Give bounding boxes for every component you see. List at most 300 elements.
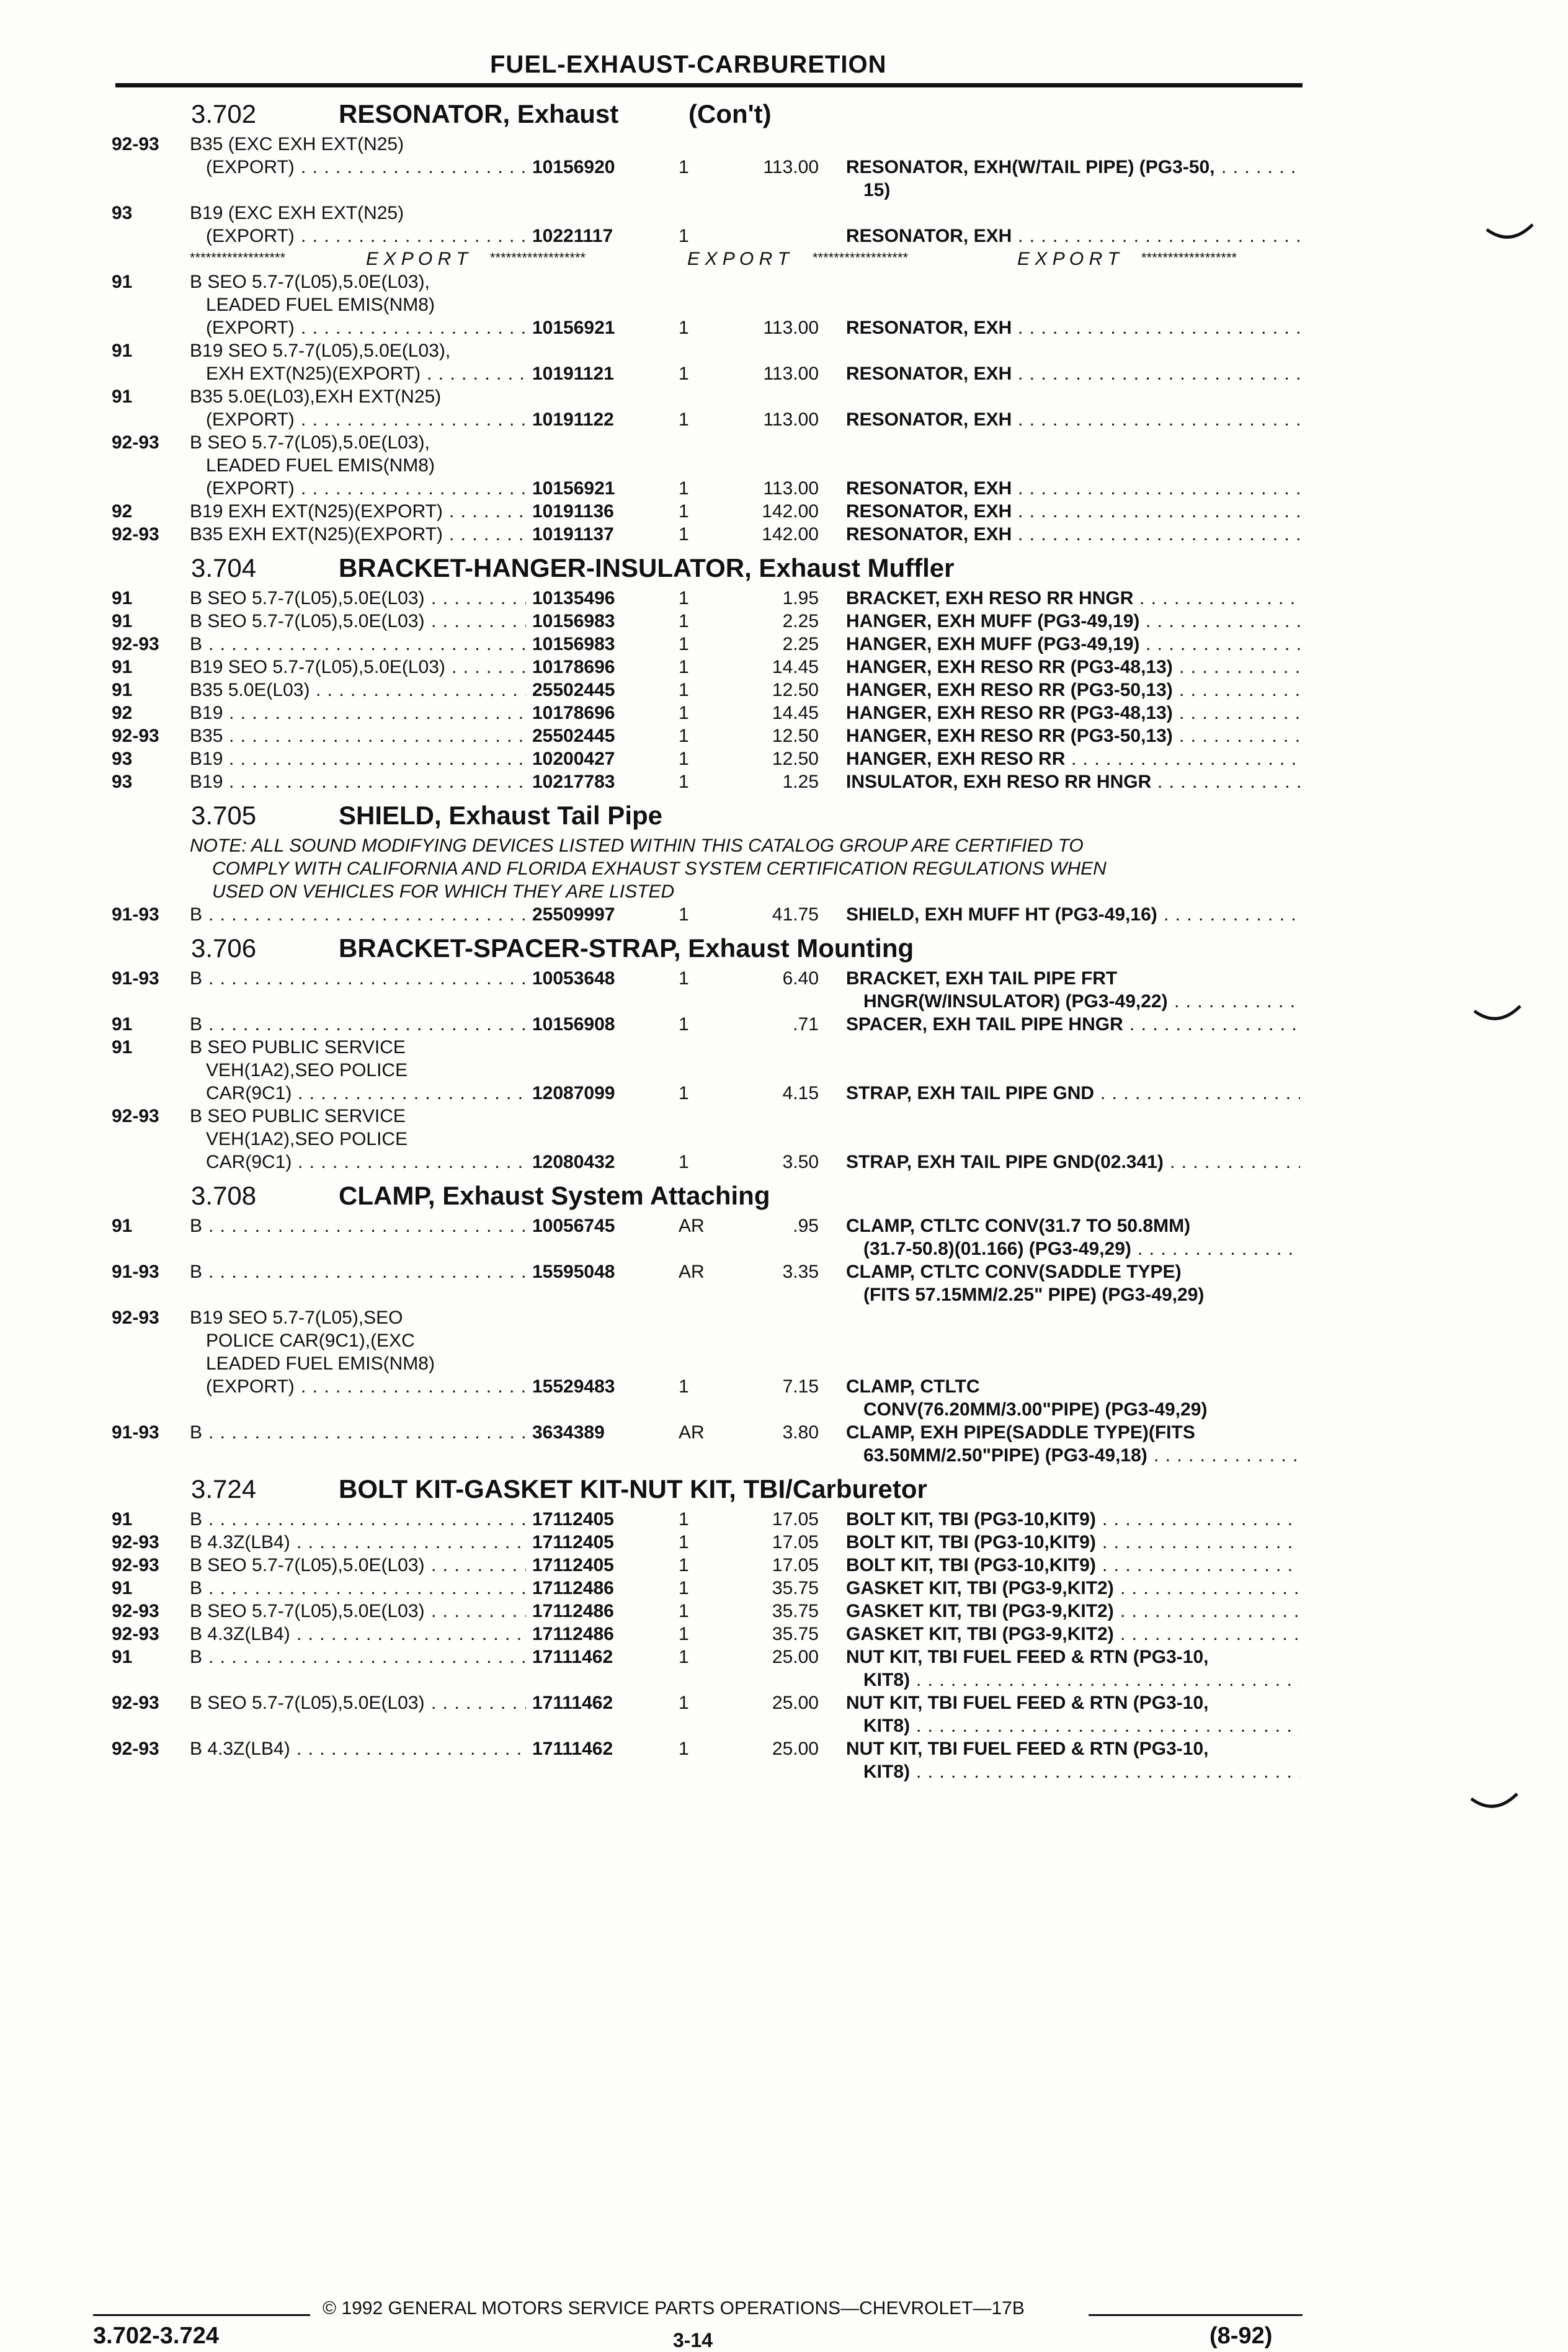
- parts-row: [0, 1352, 1568, 1375]
- price: 4.15: [782, 1083, 819, 1103]
- part-description: RESONATOR, EXH: [846, 501, 1012, 522]
- part-number: 10191137: [532, 524, 614, 545]
- model-application: (EXPORT): [206, 409, 295, 430]
- part-description: RESONATOR, EXH(W/TAIL PIPE) (PG3-50,: [846, 157, 1215, 177]
- part-number: 10156921: [532, 478, 615, 499]
- model-application: B SEO 5.7-7(L05),5.0E(L03): [190, 611, 425, 631]
- part-number: 10217783: [532, 772, 615, 792]
- price: 3.80: [782, 1422, 819, 1443]
- section-number: 3.724: [191, 1474, 257, 1503]
- export-banner: [0, 247, 1568, 270]
- model-application: CAR(9C1): [206, 1152, 292, 1172]
- leader-dots: [1175, 656, 1300, 679]
- price: 113.00: [763, 363, 819, 384]
- parts-row: [0, 1398, 1568, 1421]
- price: 142.00: [762, 524, 819, 545]
- quantity: 1: [679, 1578, 689, 1598]
- part-number: 17112405: [532, 1555, 614, 1575]
- model-year: 92-93: [112, 1739, 159, 1759]
- model-year: 91: [112, 680, 133, 700]
- parts-catalog-body: [0, 92, 1568, 1783]
- model-year: 91: [112, 1509, 133, 1530]
- model-year: 93: [112, 203, 133, 223]
- model-application: B 4.3Z(LB4): [190, 1739, 290, 1759]
- parts-row: [0, 1306, 1568, 1329]
- parts-row: [0, 316, 1568, 339]
- quantity: 1: [679, 904, 689, 925]
- price: 35.75: [772, 1624, 819, 1644]
- parts-row: [0, 1508, 1568, 1531]
- quantity: AR: [679, 1262, 705, 1282]
- quantity: 1: [679, 611, 689, 631]
- price: 2.25: [782, 634, 819, 654]
- part-number: 10156983: [532, 634, 615, 654]
- leader-dots: [1014, 477, 1300, 500]
- model-year: 91: [112, 1216, 133, 1236]
- model-application: (EXPORT): [206, 157, 295, 177]
- leader-dots: [1160, 903, 1300, 926]
- part-number: 17112486: [532, 1624, 614, 1644]
- note-line: USED ON VEHICLES FOR WHICH THEY ARE LISTED: [212, 881, 675, 902]
- part-number: 10156920: [532, 157, 615, 177]
- leader-dots: [297, 316, 526, 339]
- price: 3.50: [782, 1152, 819, 1172]
- price: 35.75: [772, 1601, 819, 1621]
- model-application: (EXPORT): [206, 1376, 295, 1397]
- section-number: 3.706: [191, 933, 257, 963]
- quantity: 1: [679, 1601, 689, 1621]
- section-heading: [0, 926, 1568, 967]
- binder-tick-mark: [1486, 223, 1535, 242]
- footer-copyright: © 1992 GENERAL MOTORS SERVICE PARTS OPERATIONS—CHEVROLET—17B: [323, 2298, 1025, 2319]
- model-application: B SEO PUBLIC SERVICE: [190, 1037, 406, 1058]
- leader-dots: [1142, 633, 1300, 656]
- parts-row: [0, 1151, 1568, 1174]
- part-description: RESONATOR, EXH: [846, 409, 1012, 430]
- parts-row: [0, 156, 1568, 179]
- part-number: 12080432: [532, 1152, 615, 1172]
- parts-row: [0, 270, 1568, 293]
- parts-row: [0, 1013, 1568, 1036]
- model-application: B35 5.0E(L03),EXH EXT(N25): [190, 386, 442, 407]
- part-description: KIT8): [863, 1762, 910, 1782]
- model-application: VEH(1A2),SEO POLICE: [206, 1060, 408, 1080]
- export-asterisks: ******************: [813, 250, 909, 265]
- model-application: B SEO PUBLIC SERVICE: [190, 1106, 406, 1126]
- leader-dots: [205, 903, 526, 926]
- parts-row: [0, 477, 1568, 500]
- leader-dots: [427, 1691, 526, 1714]
- parts-row: [0, 1260, 1568, 1283]
- price: 35.75: [772, 1578, 819, 1598]
- leader-dots: [205, 1421, 526, 1444]
- parts-row: [0, 903, 1568, 926]
- part-description: BOLT KIT, TBI (PG3-10,KIT9): [846, 1532, 1096, 1552]
- quantity: 1: [679, 772, 689, 792]
- parts-row: [0, 1668, 1568, 1691]
- leader-dots: [1014, 523, 1300, 546]
- leader-dots: [423, 362, 526, 385]
- leader-dots: [1136, 587, 1300, 610]
- part-description: RESONATOR, EXH: [846, 318, 1012, 338]
- model-application: B: [190, 1647, 203, 1667]
- model-application: B35 5.0E(L03): [190, 680, 310, 700]
- part-number: 25502445: [532, 726, 615, 746]
- leader-dots: [1142, 610, 1300, 633]
- part-description: CLAMP, CTLTC CONV(SADDLE TYPE): [846, 1262, 1182, 1282]
- binder-tick-mark: [1473, 1005, 1523, 1023]
- parts-row: [0, 770, 1568, 793]
- model-year: 92-93: [112, 1532, 159, 1552]
- leader-dots: [427, 587, 526, 610]
- part-number: 10221117: [532, 226, 613, 246]
- part-description: CLAMP, EXH PIPE(SADDLE TYPE)(FITS: [846, 1422, 1195, 1443]
- header-rule: [115, 83, 1303, 87]
- export-asterisks: ******************: [1141, 250, 1237, 265]
- model-application: B: [190, 1509, 203, 1530]
- model-year: 92-93: [112, 134, 159, 154]
- parts-row: [0, 1714, 1568, 1737]
- quantity: 1: [679, 1693, 689, 1713]
- part-description: NUT KIT, TBI FUEL FEED & RTN (PG3-10,: [846, 1739, 1209, 1759]
- quantity: 1: [679, 657, 689, 677]
- part-number: 10191122: [532, 409, 614, 430]
- leader-dots: [293, 1737, 526, 1760]
- model-year: 93: [112, 749, 133, 769]
- parts-row: [0, 1082, 1568, 1105]
- model-application: B19 SEO 5.7-7(L05),SEO: [190, 1307, 403, 1328]
- model-application: B35 (EXC EXH EXT(N25): [190, 134, 404, 154]
- model-application: B35: [190, 726, 223, 746]
- leader-dots: [912, 1668, 1300, 1691]
- section-title: BRACKET-HANGER-INSULATOR, Exhaust Muffler: [339, 553, 955, 582]
- price: 41.75: [772, 904, 819, 925]
- leader-dots: [225, 702, 526, 724]
- parts-row: [0, 1283, 1568, 1306]
- part-number: 15595048: [532, 1262, 615, 1282]
- section-number: 3.704: [191, 553, 257, 582]
- parts-row: [0, 1444, 1568, 1467]
- model-application: VEH(1A2),SEO POLICE: [206, 1129, 408, 1149]
- export-label: E X P O R T: [1017, 249, 1119, 269]
- model-year: 93: [112, 772, 133, 792]
- part-description: KIT8): [863, 1670, 910, 1690]
- leader-dots: [1126, 1013, 1300, 1036]
- leader-dots: [293, 1623, 526, 1646]
- parts-row: [0, 202, 1568, 225]
- leader-dots: [1014, 362, 1300, 385]
- model-year: 92-93: [112, 1693, 159, 1713]
- model-application: B: [190, 1014, 203, 1035]
- part-number: 10053648: [532, 968, 615, 989]
- part-number: 25509997: [532, 904, 615, 925]
- part-description: RESONATOR, EXH: [846, 524, 1012, 545]
- model-application: LEADED FUEL EMIS(NM8): [206, 455, 435, 476]
- part-number: 10178696: [532, 657, 615, 677]
- price: 6.40: [782, 968, 819, 989]
- model-year: 92-93: [112, 634, 159, 654]
- footer-rule-left: [93, 2314, 310, 2316]
- parts-row: [0, 523, 1568, 546]
- quantity: 1: [679, 1083, 689, 1103]
- part-description: CLAMP, CTLTC CONV(31.7 TO 50.8MM): [846, 1216, 1191, 1236]
- leader-dots: [294, 1151, 526, 1174]
- part-description: RESONATOR, EXH: [846, 363, 1012, 384]
- quantity: 1: [679, 1376, 689, 1397]
- model-application: B: [190, 904, 203, 925]
- part-description: RESONATOR, EXH: [846, 478, 1012, 499]
- quantity: 1: [679, 226, 689, 246]
- leader-dots: [427, 610, 526, 633]
- section-heading: [0, 793, 1568, 834]
- parts-row: [0, 1760, 1568, 1783]
- model-application: B: [190, 634, 203, 654]
- leader-dots: [427, 1600, 526, 1623]
- model-year: 92: [112, 703, 133, 723]
- part-number: 17112486: [532, 1578, 614, 1598]
- quantity: 1: [679, 749, 689, 769]
- export-label: E X P O R T: [687, 249, 789, 269]
- leader-dots: [225, 747, 526, 770]
- price: 25.00: [772, 1693, 819, 1713]
- parts-row: [0, 1105, 1568, 1128]
- part-number: 10156921: [532, 318, 615, 338]
- model-year: 91: [112, 1014, 133, 1035]
- price: 2.25: [782, 611, 819, 631]
- price: 12.50: [772, 726, 819, 746]
- leader-dots: [1154, 770, 1300, 793]
- part-number: 10191136: [532, 501, 614, 522]
- leader-dots: [445, 523, 526, 546]
- price: 14.45: [772, 703, 819, 723]
- model-application: B SEO 5.7-7(L05),5.0E(L03): [190, 1601, 425, 1621]
- model-application: B19: [190, 703, 223, 723]
- quantity: 1: [679, 680, 689, 700]
- model-application: LEADED FUEL EMIS(NM8): [206, 295, 435, 315]
- model-year: 92-93: [112, 1601, 159, 1621]
- part-description: INSULATOR, EXH RESO RR HNGR: [846, 772, 1152, 792]
- price: 1.95: [782, 588, 819, 608]
- model-application: POLICE CAR(9C1),(EXC: [206, 1330, 415, 1351]
- part-description: HANGER, EXH RESO RR (PG3-50,13): [846, 726, 1173, 746]
- footer-page-number: 3-14: [673, 2329, 713, 2351]
- part-description: HANGER, EXH MUFF (PG3-49,19): [846, 611, 1140, 631]
- leader-dots: [225, 770, 526, 793]
- part-number: 3634389: [532, 1422, 605, 1443]
- part-number: 17112405: [532, 1532, 614, 1552]
- model-year: 91-93: [112, 904, 159, 925]
- leader-dots: [297, 477, 526, 500]
- model-application: B: [190, 1216, 203, 1236]
- leader-dots: [448, 656, 526, 679]
- parts-row: [0, 1577, 1568, 1600]
- price: 17.05: [772, 1532, 819, 1552]
- leader-dots: [297, 408, 526, 431]
- parts-row: [0, 724, 1568, 747]
- quantity: AR: [679, 1422, 705, 1443]
- model-year: 92-93: [112, 432, 159, 453]
- price: 14.45: [772, 657, 819, 677]
- parts-row: [0, 747, 1568, 770]
- price: 25.00: [772, 1647, 819, 1667]
- part-description: 15): [863, 180, 891, 200]
- note-line: NOTE: ALL SOUND MODIFYING DEVICES LISTED WITHIN THIS CATALOG GROUP ARE CERTIFIED TO: [190, 835, 1084, 856]
- quantity: 1: [679, 1532, 689, 1552]
- part-description: NUT KIT, TBI FUEL FEED & RTN (PG3-10,: [846, 1693, 1209, 1713]
- model-year: 91: [112, 1647, 133, 1667]
- price: 17.05: [772, 1555, 819, 1575]
- leader-dots: [312, 679, 526, 702]
- part-number: 10156908: [532, 1014, 615, 1035]
- leader-dots: [1175, 702, 1300, 724]
- part-description: BOLT KIT, TBI (PG3-10,KIT9): [846, 1509, 1096, 1530]
- quantity: 1: [679, 1509, 689, 1530]
- leader-dots: [205, 1214, 526, 1237]
- part-number: 10156983: [532, 611, 615, 631]
- part-number: 10056745: [532, 1216, 615, 1236]
- part-number: 10191121: [532, 363, 614, 384]
- parts-row: [0, 408, 1568, 431]
- part-description: RESONATOR, EXH: [846, 226, 1012, 246]
- section-title: BOLT KIT-GASKET KIT-NUT KIT, TBI/Carburetor: [339, 1474, 927, 1503]
- part-number: 17111462: [532, 1693, 613, 1713]
- model-application: B: [190, 1578, 203, 1598]
- model-application: B 4.3Z(LB4): [190, 1624, 290, 1644]
- part-description: HANGER, EXH RESO RR (PG3-48,13): [846, 703, 1173, 723]
- leader-dots: [205, 1013, 526, 1036]
- leader-dots: [1014, 225, 1300, 247]
- quantity: AR: [679, 1216, 705, 1236]
- part-description: SPACER, EXH TAIL PIPE HNGR: [846, 1014, 1123, 1035]
- part-description: STRAP, EXH TAIL PIPE GND: [846, 1083, 1095, 1103]
- parts-row: [0, 225, 1568, 247]
- part-description: SHIELD, EXH MUFF HT (PG3-49,16): [846, 904, 1157, 925]
- leader-dots: [1116, 1600, 1300, 1623]
- parts-row: [0, 1646, 1568, 1668]
- leader-dots: [205, 633, 526, 656]
- quantity: 1: [679, 318, 689, 338]
- quantity: 1: [679, 634, 689, 654]
- section-title: RESONATOR, Exhaust: [339, 99, 619, 128]
- section-note: [0, 834, 1568, 903]
- part-number: 17112486: [532, 1601, 614, 1621]
- price: 142.00: [762, 501, 819, 522]
- leader-dots: [1166, 1151, 1300, 1174]
- leader-dots: [297, 225, 526, 247]
- quantity: 1: [679, 478, 689, 499]
- parts-row: [0, 1421, 1568, 1444]
- parts-row: [0, 133, 1568, 156]
- leader-dots: [1014, 500, 1300, 523]
- model-application: B: [190, 968, 203, 989]
- model-year: 91: [112, 1037, 133, 1058]
- quantity: 1: [679, 524, 689, 545]
- leader-dots: [1098, 1554, 1300, 1577]
- part-description: HANGER, EXH RESO RR: [846, 749, 1066, 769]
- price: 12.50: [772, 749, 819, 769]
- model-year: 91: [112, 272, 133, 292]
- parts-row: [0, 1600, 1568, 1623]
- part-number: 25502445: [532, 680, 615, 700]
- part-description: HANGER, EXH RESO RR (PG3-50,13): [846, 680, 1173, 700]
- part-number: 15529483: [532, 1376, 615, 1397]
- parts-row: [0, 1059, 1568, 1082]
- leader-dots: [1098, 1508, 1300, 1531]
- price: 1.25: [782, 772, 819, 792]
- model-year: 91: [112, 588, 133, 608]
- leader-dots: [1134, 1237, 1300, 1260]
- quantity: 1: [679, 1624, 689, 1644]
- export-asterisks: ******************: [190, 250, 286, 265]
- model-application: B19 SEO 5.7-7(L05),5.0E(L03): [190, 657, 445, 677]
- part-description: GASKET KIT, TBI (PG3-9,KIT2): [846, 1624, 1114, 1644]
- model-application: B: [190, 1262, 203, 1282]
- part-description: HANGER, EXH MUFF (PG3-49,19): [846, 634, 1140, 654]
- leader-dots: [1014, 316, 1300, 339]
- model-application: B19 EXH EXT(N25)(EXPORT): [190, 501, 443, 522]
- section-heading: [0, 546, 1568, 587]
- model-application: B19 SEO 5.7-7(L05),5.0E(L03),: [190, 341, 451, 361]
- part-description: KIT8): [863, 1716, 910, 1736]
- leader-dots: [294, 1082, 526, 1105]
- parts-row: [0, 362, 1568, 385]
- part-description: BRACKET, EXH RESO RR HNGR: [846, 588, 1134, 608]
- price: 113.00: [763, 409, 819, 430]
- leader-dots: [1097, 1082, 1300, 1105]
- parts-row: [0, 431, 1568, 454]
- model-application: B SEO 5.7-7(L05),5.0E(L03): [190, 1693, 425, 1713]
- part-description: BOLT KIT, TBI (PG3-10,KIT9): [846, 1555, 1096, 1575]
- model-year: 91: [112, 341, 133, 361]
- part-number: 10135496: [532, 588, 615, 608]
- parts-row: [0, 1237, 1568, 1260]
- section-number: 3.705: [191, 801, 257, 830]
- quantity: 1: [679, 501, 689, 522]
- quantity: 1: [679, 363, 689, 384]
- parts-row: [0, 1737, 1568, 1760]
- binder-tick-mark: [1470, 1793, 1520, 1811]
- leader-dots: [1150, 1444, 1300, 1467]
- parts-row: [0, 1036, 1568, 1059]
- leader-dots: [225, 724, 526, 747]
- parts-row: [0, 1554, 1568, 1577]
- price: 113.00: [763, 478, 819, 499]
- part-description: CONV(76.20MM/3.00"PIPE) (PG3-49,29): [863, 1399, 1208, 1420]
- quantity: 1: [679, 726, 689, 746]
- part-description: (FITS 57.15MM/2.25" PIPE) (PG3-49,29): [863, 1285, 1205, 1305]
- model-application: B19: [190, 749, 223, 769]
- parts-row: [0, 587, 1568, 610]
- model-application: LEADED FUEL EMIS(NM8): [206, 1353, 435, 1374]
- parts-row: [0, 454, 1568, 477]
- price: 3.35: [782, 1262, 819, 1282]
- parts-row: [0, 179, 1568, 202]
- model-year: 92-93: [112, 524, 159, 545]
- quantity: 1: [679, 1555, 689, 1575]
- leader-dots: [205, 1260, 526, 1283]
- quantity: 1: [679, 157, 689, 177]
- leader-dots: [1116, 1577, 1300, 1600]
- price: 113.00: [763, 318, 819, 338]
- model-application: B SEO 5.7-7(L05),5.0E(L03),: [190, 272, 430, 292]
- model-application: B 4.3Z(LB4): [190, 1532, 290, 1552]
- model-application: B: [190, 1422, 203, 1443]
- price: 113.00: [763, 157, 819, 177]
- part-description: CLAMP, CTLTC: [846, 1376, 980, 1397]
- leader-dots: [205, 1646, 526, 1668]
- model-year: 91: [112, 611, 133, 631]
- model-application: CAR(9C1): [206, 1083, 292, 1103]
